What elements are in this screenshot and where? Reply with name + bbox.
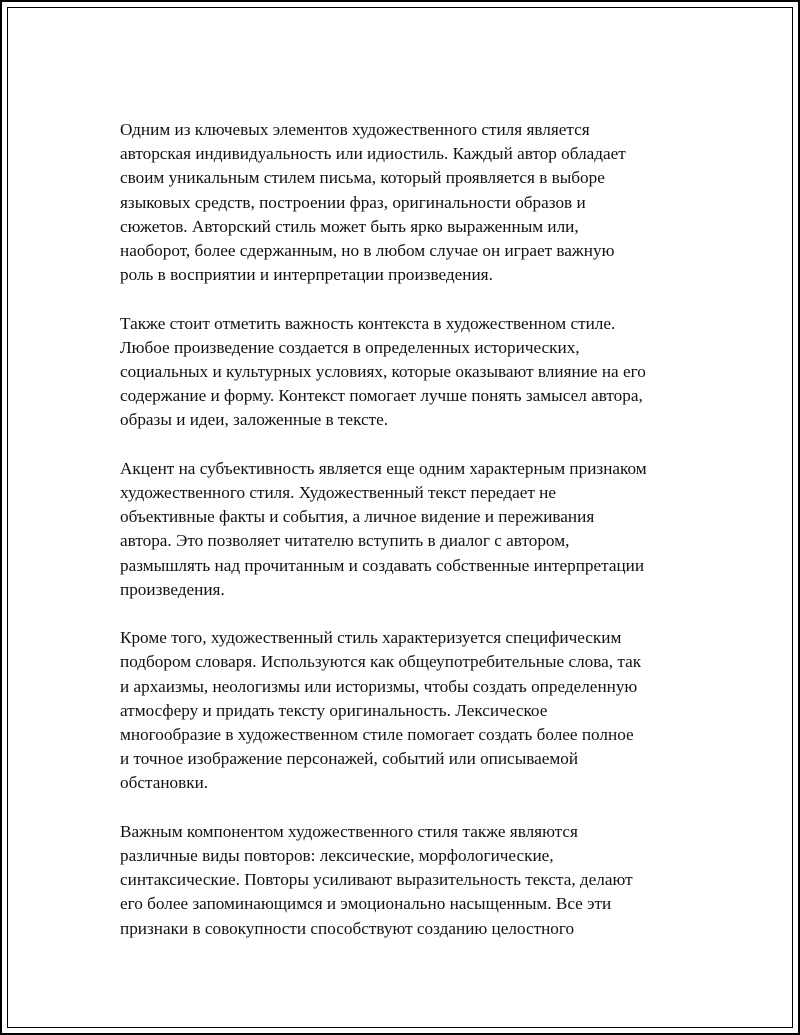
- text-line: своим уникальным стилем письма, который проявляется в выборе: [120, 168, 605, 188]
- text-line: атмосферу и придать тексту оригинальность. Лексическое: [120, 700, 548, 720]
- text-line: многообразие в художественном стиле помогает создать более полное: [120, 725, 634, 745]
- text-line: обстановки.: [120, 773, 209, 793]
- text-line: размышлять над прочитанным и создавать собственные интерпретации: [120, 555, 645, 575]
- text-line: подбором словаря. Используются как общеупотребительные слова, так: [120, 652, 642, 672]
- text-line: авторская индивидуальность или идиостиль. Каждый автор обладает: [120, 144, 626, 164]
- text-line: Важным компонентом художественного стиля также являются: [120, 821, 578, 841]
- text-line: роль в восприятии и интерпретации произведения.: [120, 265, 493, 285]
- text-line: синтаксические. Повторы усиливают выразительность текста, делают: [120, 870, 633, 890]
- text-line: различные виды повторов: лексические, морфологические,: [120, 846, 554, 866]
- paragraph-1: [120, 118, 692, 287]
- text-line: его более запоминающимся и эмоционально насыщенным. Все эти: [120, 894, 612, 914]
- text-line: Одним из ключевых элементов художественного стиля является: [120, 120, 590, 139]
- text-line: сюжетов. Авторский стиль может быть ярко выраженным или,: [120, 216, 579, 236]
- text-column: [120, 118, 692, 965]
- text-line: художественного стиля. Художественный текст передает не: [120, 483, 556, 503]
- paragraph-4: [120, 626, 692, 795]
- paragraph-2: [120, 312, 692, 433]
- text-line: автора. Это позволяет читателю вступить в диалог с автором,: [120, 531, 570, 551]
- text-line: Кроме того, художественный стиль характеризуется специфическим: [120, 628, 622, 648]
- text-line: содержание и форму. Контекст помогает лучше понять замысел автора,: [120, 386, 643, 406]
- text-line: произведения.: [120, 579, 225, 599]
- text-line: и точное изображение персонажей, событий или описываемой: [120, 749, 579, 769]
- paragraph-3: [120, 457, 692, 602]
- text-line: и архаизмы, неологизмы или историзмы, чтобы создать определенную: [120, 676, 638, 696]
- text-line: социальных и культурных условиях, которые оказывают влияние на его: [120, 362, 646, 382]
- text-line: Также стоит отметить важность контекста в художественном стиле.: [120, 313, 616, 333]
- text-line: образы и идеи, заложенные в тексте.: [120, 410, 389, 430]
- text-line: Акцент на субъективность является еще одним характерным признаком: [120, 458, 647, 478]
- text-line: признаки в совокупности способствуют созданию целостного: [120, 918, 575, 938]
- paragraph-5: [120, 820, 692, 941]
- text-line: языковых средств, построении фраз, оригинальности образов и: [120, 192, 586, 212]
- text-line: объективные факты и события, а личное видение и переживания: [120, 507, 595, 527]
- text-line: наоборот, более сдержанным, но в любом случае он играет важную: [120, 241, 615, 261]
- text-line: Любое произведение создается в определенных исторических,: [120, 337, 580, 357]
